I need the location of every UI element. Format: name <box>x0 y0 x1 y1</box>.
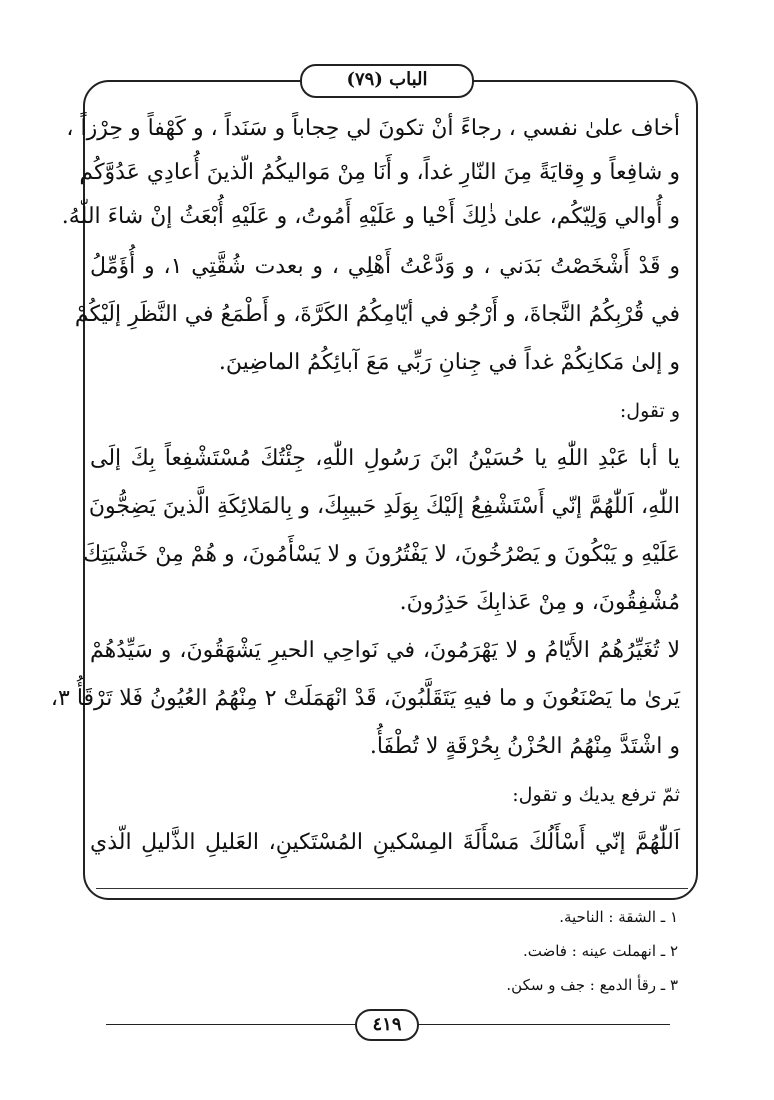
text-line: عَلَيْهِ و يَبْكُونَ و يَصْرُخُونَ، لا يَفْتُرُونَ و لا يَسْأَمُونَ، و هُمْ مِنْ خَشْيَتِكَ <box>83 542 680 567</box>
text-line: يَرىٰ ما يَصْنَعُونَ و ما فيهِ يَتَقَلَّبُونَ، قَدْ انْهَمَلَتْ ٢ مِنْهُمُ العُيُونُ فَلا تَرْقَأُ ٣، <box>50 686 680 711</box>
text-line: و أُوالي وَلِيّكُم، علىٰ ذٰلِكَ أَحْيا و عَلَيْهِ أَمُوتُ، و عَلَيْهِ أُبْعَثُ إنْ شاءَ اللّٰهُ. <box>61 204 680 229</box>
text-line: لا تُغَيِّرُهُمُ الأَيّامُ و لا يَهْرَمُونَ، في نَواحِي الحيرِ يَشْهَقُونَ، و سَيِّدُهُمْ <box>90 638 680 663</box>
text-line: اَللّٰهُمَّ إنّي أَسْأَلُكَ مَسْأَلَةَ المِسْكينِ المُسْتَكينِ، العَليلِ الذَّليلِ الّذي <box>90 830 680 855</box>
text-line: يا أبا عَبْدِ اللّٰهِ يا حُسَيْنُ ابْنَ رَسُولِ اللّٰهِ، جِئْتُكَ مُسْتَشْفِعاً بِكَ إلَى <box>90 446 680 471</box>
footnote-3: ٣ ـ رقأ الدمع : جف و سكن. <box>506 976 678 994</box>
text-line: أخاف علىٰ نفسي ، رجاءً أنْ تكونَ لي حِجاباً و سَنَداً ، و كَهْفاً و حِرْزاً ، <box>66 116 680 141</box>
footnote-1: ١ ـ الشقة : الناحية. <box>559 908 678 926</box>
text-line: و قَدْ أَشْخَصْتُ بَدَني ، و وَدَّعْتُ أَهْلِي ، و بعدت شُقَّتِي ١، و أُؤَمِّلُ <box>90 254 680 279</box>
text-line: في قُرْبِكُمُ النَّجاةَ، و أَرْجُو في أيّامِكُمُ الكَرَّةَ، و أَطْمَعُ في النَّظَرِ إلَيْكُمْ <box>74 302 680 327</box>
text-line: و إلىٰ مَكانِكُمْ غداً في جِنانِ رَبِّي مَعَ آبائِكُمُ الماضِينَ. <box>218 350 680 375</box>
text-line: اللّٰهِ، اَللّٰهُمَّ إنّي أَسْتَشْفِعُ إلَيْكَ بِوَلَدِ حَبيبِكَ، و بِالمَلائِكَةِ الَّذينَ يَضِجُّونَ <box>88 494 680 519</box>
page-number: ٤١٩ <box>355 1009 419 1041</box>
footnote-2: ٢ ـ انهملت عينه : فاضت. <box>523 942 678 960</box>
footnote-separator <box>96 888 688 889</box>
text-line: مُشْفِقُونَ، و مِنْ عَذابِكَ حَذِرُونَ. <box>399 590 680 615</box>
main-text <box>50 100 690 890</box>
text-line: و اشْتَدَّ مِنْهُمُ الحُزْنُ بِحُرْقَةٍ لا تُطْفَأُ. <box>369 734 680 759</box>
text-line: و شافِعاً و وِقايَةً مِنَ النّارِ غداً، و أَنَا مِنْ مَواليكُمُ الّذينَ أُعادِي عَدُوَّكُم <box>79 160 680 185</box>
text-line: ثمّ ترفع يديك و تقول: <box>512 784 680 806</box>
text-line: و تقول: <box>619 400 680 422</box>
chapter-header: الباب (٧٩) <box>300 64 474 98</box>
